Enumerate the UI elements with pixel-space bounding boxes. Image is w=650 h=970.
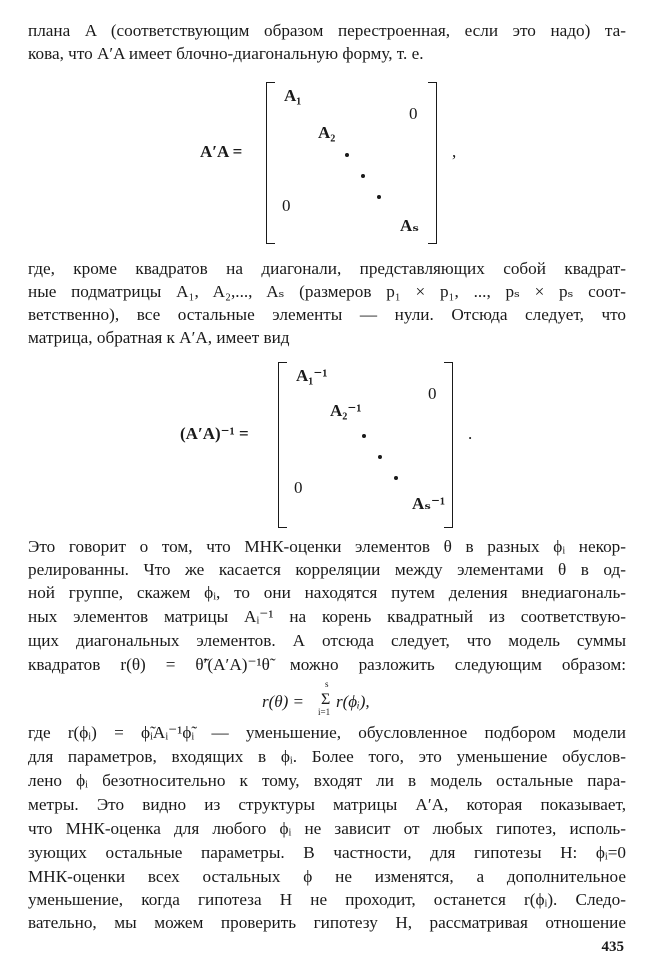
right-bracket bbox=[444, 362, 453, 528]
left-bracket bbox=[266, 82, 275, 244]
text-line: уменьшение, когда гипотеза H не проходит, останется r(ϕᵢ). Следо- bbox=[28, 890, 626, 909]
text-line: плана A (соответствующим образом перестроенная, если это надо) та- bbox=[28, 21, 626, 40]
block-a1-inv: A₁⁻¹ bbox=[296, 366, 328, 385]
zero-upper: 0 bbox=[409, 104, 418, 123]
eq2-period: . bbox=[468, 424, 473, 443]
diagonal-dot bbox=[362, 434, 366, 438]
block-as: Aₛ bbox=[400, 216, 419, 235]
sum-lower-limit: i=1 bbox=[318, 707, 331, 717]
sum-sign: Σ bbox=[321, 691, 331, 708]
right-bracket bbox=[428, 82, 437, 244]
diagonal-dot bbox=[361, 174, 365, 178]
text-line: ной группе, скажем ϕᵢ, то они находятся путем деления внедиагональ- bbox=[28, 583, 626, 602]
text-line: вательно, мы можем проверить гипотезу H, рассматривая отношение bbox=[28, 913, 626, 932]
text-line: матрица, обратная к A′A, имеет вид bbox=[28, 328, 290, 347]
text-line: где, кроме квадратов на диагонали, представляющих собой квадрат- bbox=[28, 259, 626, 278]
text-line: ные подматрицы A₁, A₂,..., Aₛ (размеров p₁ × p₁, ..., pₛ × pₛ соот- bbox=[28, 282, 626, 301]
text-line: релированны. Что же касается корреляции между элементами θ в од- bbox=[28, 560, 626, 579]
text-line: Это говорит о том, что МНК-оценки элементов θ в разных ϕᵢ некор- bbox=[28, 537, 626, 556]
eq1-lhs: A′A = bbox=[200, 142, 243, 161]
diagonal-dot bbox=[345, 153, 349, 157]
diagonal-dot bbox=[378, 455, 382, 459]
text-line: квадратов r(θ) = θ̃′(A′A)⁻¹θ̃ можно разложить следующим образом: bbox=[28, 655, 626, 674]
eq1-comma: , bbox=[452, 142, 457, 161]
text-line: метры. Это видно из структуры матрицы A′A, которая показывает, bbox=[28, 795, 626, 814]
block-a2-inv: A₂⁻¹ bbox=[330, 401, 362, 420]
text-line: что МНК-оценка для любого ϕᵢ не зависит от любых гипотез, исполь- bbox=[28, 819, 626, 838]
sum-upper-limit: s bbox=[325, 679, 329, 689]
eq3-lhs: r(θ) = bbox=[262, 692, 305, 711]
text-line: ветственно), все остальные элементы — нули. Отсюда следует, что bbox=[28, 305, 626, 324]
text-line: где r(ϕᵢ) = ϕ̃ᵢAᵢ⁻¹ϕ̃ᵢ — уменьшение, обусловленное подбором модели bbox=[28, 723, 626, 742]
text-line: ных элементов матрицы Aᵢ⁻¹ на корень квадратный из соответствую- bbox=[28, 607, 626, 626]
zero-upper: 0 bbox=[428, 384, 437, 403]
text-line: кова, что A′A имеет блочно-диагональную форму, т. е. bbox=[28, 44, 424, 63]
eq2-lhs: (A′A)⁻¹ = bbox=[180, 424, 249, 443]
eq3-rhs: r(ϕᵢ), bbox=[336, 692, 370, 711]
diagonal-dot bbox=[377, 195, 381, 199]
text-line: зующих остальные параметры. В частности, для гипотезы H: ϕᵢ=0 bbox=[28, 843, 626, 862]
block-a1: A₁ bbox=[284, 86, 302, 105]
zero-lower: 0 bbox=[294, 478, 303, 497]
text-line: МНК-оценки всех остальных ϕ не изменятся, а дополнительное bbox=[28, 867, 626, 886]
block-a2: A₂ bbox=[318, 123, 336, 142]
block-as-inv: Aₛ⁻¹ bbox=[412, 494, 446, 513]
left-bracket bbox=[278, 362, 287, 528]
diagonal-dot bbox=[394, 476, 398, 480]
text-line: для параметров, входящих в ϕᵢ. Более того, это уменьшение обуслов- bbox=[28, 747, 626, 766]
text-line: щих диагональных элементов. А отсюда следует, что модель суммы bbox=[28, 631, 626, 650]
page-number: 435 bbox=[601, 939, 624, 955]
zero-lower: 0 bbox=[282, 196, 291, 215]
text-line: лено ϕᵢ безотносительно к тому, входят ли в модель остальные пара- bbox=[28, 771, 626, 790]
